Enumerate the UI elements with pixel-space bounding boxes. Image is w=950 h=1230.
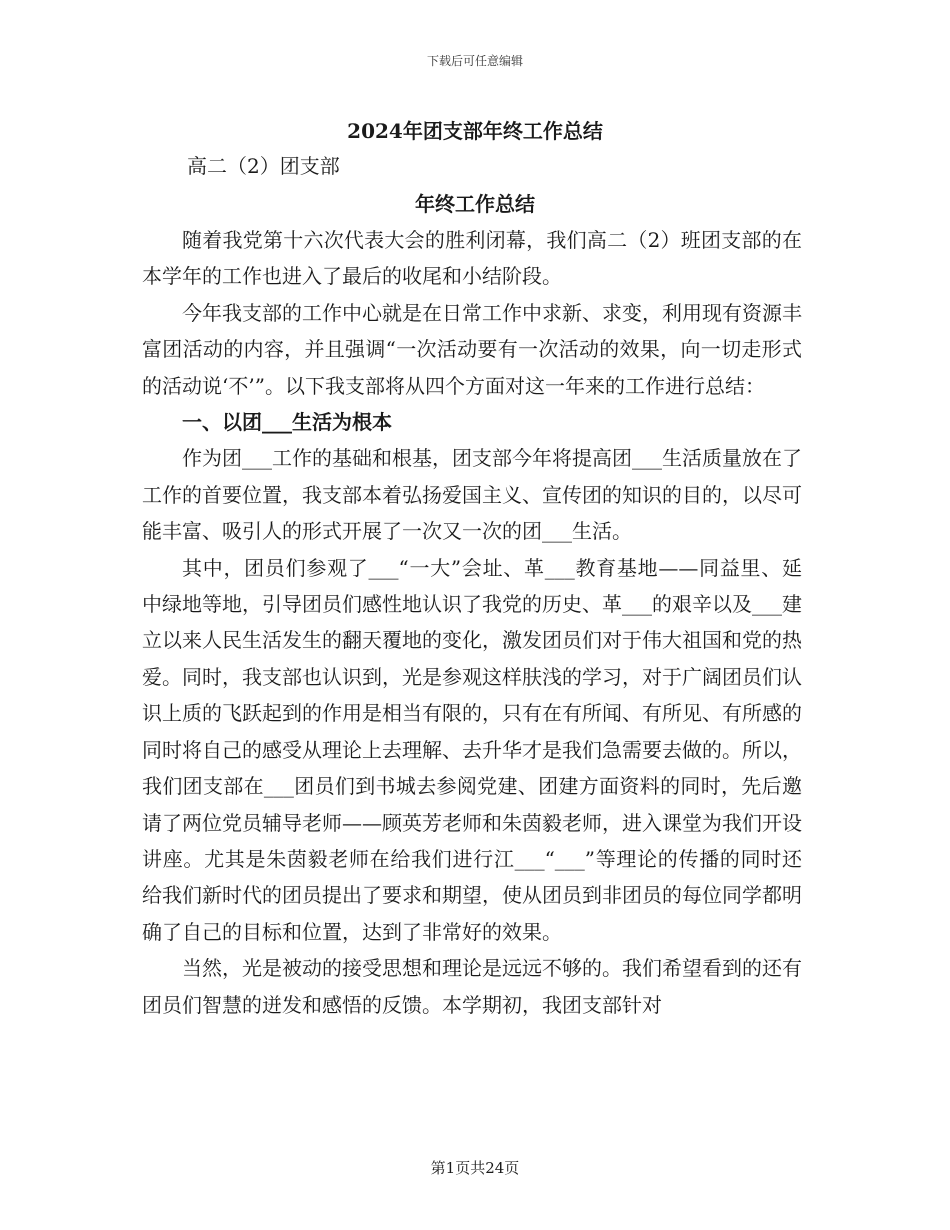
paragraph-section-3: 当然，光是被动的接受思想和理论是远远不够的。我们希望看到的还有团员们智慧的迸发和感悟的反馈。本学期初，我团支部针对 <box>142 956 802 1017</box>
page-number: 第1页共24页 <box>430 1159 520 1177</box>
section-heading: 一、以团___生活为根本 <box>182 410 392 435</box>
document-subtitle: 年终工作总结 <box>415 192 535 216</box>
paragraph-intro: 随着我党第十六次代表大会的胜利闭幕，我们高二（2）班团支部的在本学年的工作也进入了最后的收尾和小结阶段。 <box>142 228 802 289</box>
organization-line: 高二（2）团支部 <box>187 154 340 178</box>
page-header-note: 下载后可任意编辑 <box>426 54 523 68</box>
paragraph-section-2: 其中，团员们参观了___“一大”会址、革___教育基地——同益里、延中绿地等地，引导团员们感性地认识了我党的历史、革___的艰辛以及___建立以来人民生活发生的翻天覆地的变化，激发团员们对于伟大祖国和党的热爱。同时，我支部也认识到，光是参观这样肤浅的学习，对于广阔团员们认识上质的飞跃起到的作用是相当有限的，只有在有所闻、有所见、有所感的同时将自己的感受从理论上去理解、去升华才是我们急需要去做的。所以，我们团支部在___团员们到书城去参阅党建、团建方面资料的同时，先后邀请了两位党员辅导老师——顾英芳老师和朱茵毅老师，进入课堂为我们开设讲座。尤其是朱茵毅老师在给我们进行江___“___”等理论的传播的同时还给我们新时代的团员提出了要求和期望，使从团员到非团员的每位同学都明确了自己的目标和位置，达到了非常好的效果。 <box>142 555 802 944</box>
paragraph-focus: 今年我支部的工作中心就是在日常工作中求新、求变，利用现有资源丰富团活动的内容，并且强调“一次活动要有一次活动的效果，向一切走形式的活动说‘不’”。以下我支部将从四个方面对这一年来的工作进行总结： <box>142 300 802 398</box>
document-title: 2024年团支部年终工作总结 <box>347 119 603 143</box>
paragraph-section-1: 作为团___工作的基础和根基，团支部今年将提高团___生活质量放在了工作的首要位置，我支部本着弘扬爱国主义、宣传团的知识的目的，以尽可能丰富、吸引人的形式开展了一次又一次的团___生活。 <box>142 446 802 544</box>
document-body <box>142 222 802 1023</box>
